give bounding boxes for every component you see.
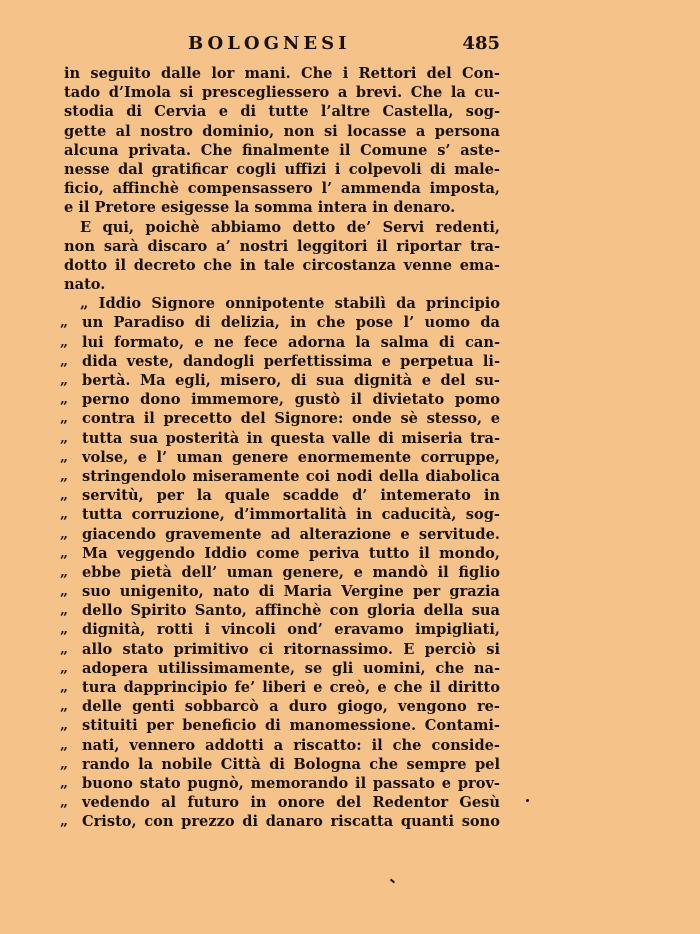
- text-line: [60, 429, 500, 448]
- text-line: [60, 218, 500, 237]
- quote-mark: „: [60, 544, 69, 561]
- line-text: buono stato pugnò, memorando il passato e prov-: [82, 774, 500, 792]
- quote-mark: „: [60, 698, 69, 715]
- quote-mark: „: [60, 525, 69, 542]
- text-line: [60, 390, 500, 409]
- text-line: [60, 486, 500, 505]
- line-text: volse, e l’ uman genere enormemente corruppe,: [82, 448, 500, 466]
- quote-mark: „: [60, 659, 69, 676]
- quote-mark: „: [60, 352, 69, 369]
- text-line: [60, 793, 500, 812]
- quote-mark: „: [60, 583, 69, 600]
- text-line: [60, 352, 500, 371]
- text-line: [60, 544, 500, 563]
- printing-speck: [526, 799, 529, 802]
- line-text: ficio, affinchè compensassero l’ ammenda imposta,: [64, 180, 500, 198]
- quote-mark: „: [60, 736, 69, 753]
- line-text: e il Pretore esigesse la somma intera in denaro.: [64, 199, 456, 217]
- line-text: contra il precetto del Signore: onde sè stesso, e: [82, 410, 500, 428]
- text-line: [60, 755, 500, 774]
- line-text: suo unigenito, nato di Maria Vergine per grazia: [82, 583, 500, 601]
- line-text: nato.: [64, 276, 106, 294]
- text-line: [60, 659, 500, 678]
- quote-mark: „: [60, 717, 69, 734]
- line-text: dignità, rotti i vincoli ond’ eravamo impigliati,: [82, 621, 500, 639]
- line-text: nesse dal gratificar cogli uffizi i colpevoli di male-: [64, 160, 500, 178]
- text-line: [60, 64, 500, 83]
- quote-mark: „: [60, 487, 69, 504]
- quote-mark: „: [60, 448, 69, 465]
- line-text: servitù, per la quale scadde d’ intemerato in: [82, 487, 500, 505]
- text-line: [60, 141, 500, 160]
- page-header: [60, 33, 500, 57]
- quote-mark: „: [60, 391, 69, 408]
- printing-speck: [390, 879, 395, 884]
- line-text: adopera utilissimamente, se gli uomini, che na-: [82, 659, 500, 677]
- line-text: dida veste, dandogli perfettissima e perpetua li-: [82, 352, 500, 370]
- quote-mark: „: [60, 679, 69, 695]
- text-line: [60, 697, 500, 716]
- quote-mark: „: [60, 372, 69, 388]
- text-line: [60, 640, 500, 659]
- text-line: [60, 736, 500, 755]
- quote-mark: „: [60, 794, 69, 811]
- quote-mark: „: [60, 467, 69, 484]
- line-text: dello Spirito Santo, affinchè con gloria della sua: [82, 602, 500, 620]
- line-text: tutta corruzione, d’immortalità in caducità, sog-: [82, 506, 500, 524]
- line-text: alcuna privata. Che finalmente il Comune s’ aste-: [64, 141, 500, 159]
- line-text: tutta sua posterità in questa valle di miseria tra-: [82, 429, 500, 447]
- text-line: [60, 371, 500, 390]
- line-text: stringendolo miseramente coi nodi della diabolica: [82, 467, 500, 485]
- line-text: bertà. Ma egli, misero, di sua dignità e del su-: [82, 372, 500, 389]
- line-text: in seguito dalle lor mani. Che i Rettori del Con-: [64, 65, 500, 82]
- line-text: Cristo, con prezzo di danaro riscatta quanti sono: [82, 813, 500, 831]
- text-line: [60, 198, 500, 217]
- text-line: [60, 237, 500, 256]
- line-text: gette al nostro dominio, non si locasse a persona: [64, 122, 500, 140]
- text-line: [60, 525, 500, 544]
- line-text: perno dono immemore, gustò il divietato pomo: [82, 391, 500, 409]
- text-line: [60, 582, 500, 601]
- quote-mark: „: [60, 333, 69, 350]
- quote-mark: „: [60, 429, 69, 446]
- line-text: stituiti per beneficio di manomessione. Contami-: [82, 717, 500, 735]
- text-line: [60, 313, 500, 332]
- quote-mark: „: [60, 621, 69, 638]
- line-text: rando la nobile Città di Bologna che sempre pel: [82, 755, 500, 773]
- text-line: [60, 505, 500, 524]
- text-line: [60, 448, 500, 467]
- text-line: [60, 102, 500, 121]
- running-title: BOLOGNESI: [188, 33, 351, 54]
- text-line: [60, 333, 500, 352]
- text-line: [60, 467, 500, 486]
- line-text: delle genti sobbarcò a duro giogo, vengono re-: [82, 698, 500, 716]
- line-text: Ma veggendo Iddio come periva tutto il mondo,: [82, 544, 500, 562]
- line-text: lui formato, e ne fece adorna la salma di can-: [82, 333, 500, 351]
- text-line: [60, 620, 500, 639]
- text-line: [60, 83, 500, 102]
- text-line: [60, 563, 500, 582]
- line-text: un Paradiso di delizia, in che pose l’ uomo da: [82, 314, 500, 332]
- quote-mark: „: [60, 410, 69, 427]
- line-text: nati, vennero addotti a riscatto: il che conside-: [82, 736, 500, 754]
- line-text: „ Iddio Signore onnipotente stabilì da principio: [80, 295, 500, 313]
- quote-mark: „: [60, 506, 69, 523]
- text-line: [60, 122, 500, 141]
- quote-mark: „: [60, 563, 69, 580]
- page-number: 485: [462, 33, 500, 54]
- text-line: [60, 160, 500, 179]
- text-line: [60, 275, 500, 294]
- text-line: [60, 774, 500, 793]
- body-text: [60, 64, 500, 832]
- line-text: vedendo al futuro in onore del Redentor Gesù: [82, 794, 500, 812]
- text-line: [60, 409, 500, 428]
- line-text: tado d’Imola si prescegliessero a brevi. Che la cu-: [64, 84, 500, 102]
- quote-mark: „: [60, 314, 69, 331]
- text-line: [60, 601, 500, 620]
- line-text: non sarà discaro a’ nostri leggitori il riportar tra-: [64, 237, 500, 255]
- quote-mark: „: [60, 602, 69, 619]
- text-line: [60, 294, 500, 313]
- line-text: E qui, poichè abbiamo detto de’ Servi redenti,: [80, 218, 500, 236]
- line-text: allo stato primitivo ci ritornassimo. E perciò si: [82, 640, 500, 658]
- line-text: dotto il decreto che in tale circostanza venne ema-: [64, 256, 500, 274]
- text-line: [60, 716, 500, 735]
- line-text: tura dapprincipio fe’ liberi e creò, e che il diritto: [82, 679, 500, 696]
- text-line: [60, 256, 500, 275]
- line-text: stodia di Cervia e di tutte l’altre Castella, sog-: [64, 103, 500, 121]
- quote-mark: „: [60, 813, 69, 830]
- line-text: ebbe pietà dell’ uman genere, e mandò il figlio: [82, 563, 500, 581]
- quote-mark: „: [60, 774, 69, 791]
- line-text: giacendo gravemente ad alterazione e servitude.: [82, 525, 500, 543]
- text-line: [60, 678, 500, 697]
- text-line: [60, 179, 500, 198]
- text-line: [60, 812, 500, 831]
- quote-mark: „: [60, 640, 69, 657]
- quote-mark: „: [60, 755, 69, 772]
